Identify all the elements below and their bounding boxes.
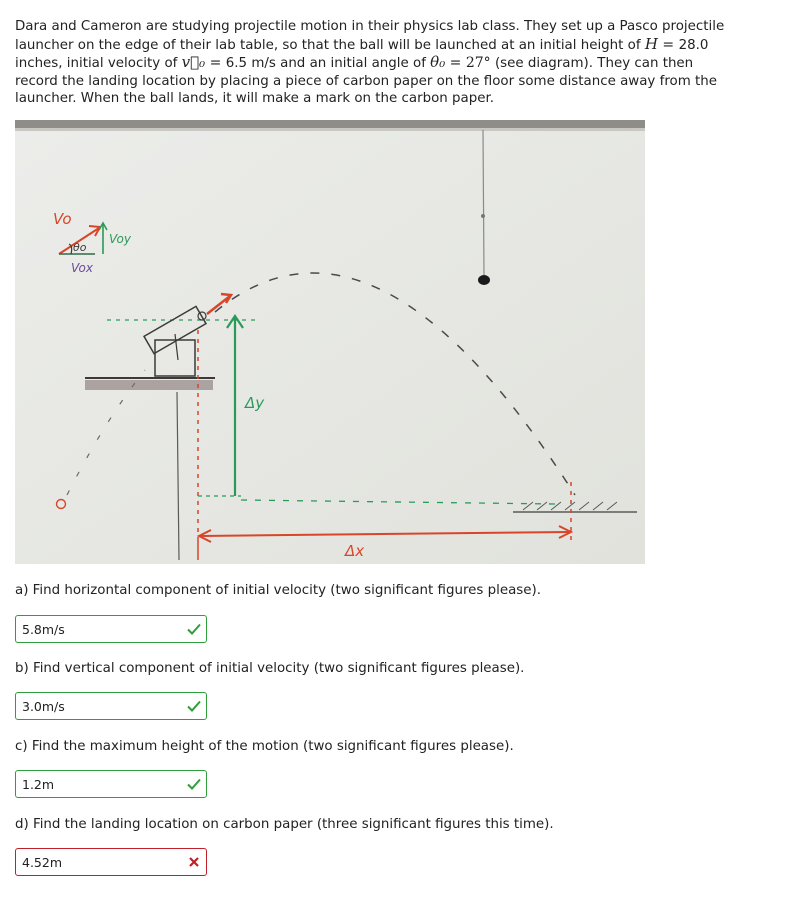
checkmark-icon [186, 621, 202, 637]
vox-label: Vox [71, 261, 93, 275]
question-d-prompt: d) Find the landing location on carbon paper (three significant figures this time). [15, 817, 554, 832]
whiteboard-diagram [15, 120, 645, 564]
equals-sign: = [657, 36, 679, 53]
problem-text: inches, initial velocity of [15, 56, 182, 71]
answer-d-input[interactable] [22, 853, 172, 871]
whiteboard-tray-edge [15, 128, 645, 131]
question-b-prompt: b) Find vertical component of initial velocity (two significant figures please). [15, 661, 525, 676]
pendulum-knot [481, 214, 485, 218]
equals-sign: = [205, 55, 226, 71]
answer-c-box[interactable] [15, 770, 207, 798]
problem-text: (see diagram). They can then [490, 56, 694, 71]
dx-label: Δx [345, 542, 365, 560]
whiteboard-tray [15, 120, 645, 128]
problem-text: launcher on the edge of their lab table, so that the ball will be launched at an initial height of [15, 37, 645, 53]
checkmark-icon [186, 698, 202, 714]
pendulum-ball [478, 275, 490, 285]
cross-icon [186, 854, 202, 870]
problem-line-3 [15, 54, 785, 73]
var-H: H [644, 34, 658, 53]
checkmark-icon [186, 776, 202, 792]
lab-table-top [85, 380, 213, 390]
diagram-svg [15, 120, 645, 564]
answer-a-box[interactable] [15, 615, 207, 643]
problem-line-5: launcher. When the ball lands, it will make a mark on the carbon paper. [15, 91, 495, 106]
height-value: 28.0 [678, 37, 709, 53]
problem-line-4: record the landing location by placing a piece of carbon paper on the floor some distance away from the [15, 73, 718, 89]
theta-label: θo [73, 241, 87, 254]
voy-label: Voy [109, 232, 131, 246]
answer-a-input[interactable] [22, 620, 172, 638]
answer-d-box[interactable] [15, 848, 207, 876]
question-c-prompt: c) Find the maximum height of the motion (two significant figures please). [15, 739, 514, 754]
velocity-value: 6.5 m/s [225, 56, 276, 71]
answer-b-input[interactable] [22, 697, 172, 715]
problem-line-2 [15, 36, 785, 55]
answer-c-input[interactable] [22, 775, 172, 793]
question-a-prompt: a) Find horizontal component of initial velocity (two significant figures please). [15, 583, 542, 598]
answer-b-box[interactable] [15, 692, 207, 720]
whiteboard-background [15, 120, 645, 564]
v0-label: Vo [53, 210, 72, 228]
angle-value: 27° [465, 55, 491, 71]
equals-sign: = [445, 55, 466, 71]
problem-text: and an initial angle of [275, 56, 431, 71]
problem-statement [15, 18, 785, 108]
dy-label: Δy [245, 394, 265, 412]
var-v0: v⃗₀ [181, 53, 206, 71]
var-theta0: θ₀ [430, 53, 446, 71]
problem-line-1: Dara and Cameron are studying projectile motion in their physics lab class. They set up a Pasco projectile [15, 19, 725, 34]
